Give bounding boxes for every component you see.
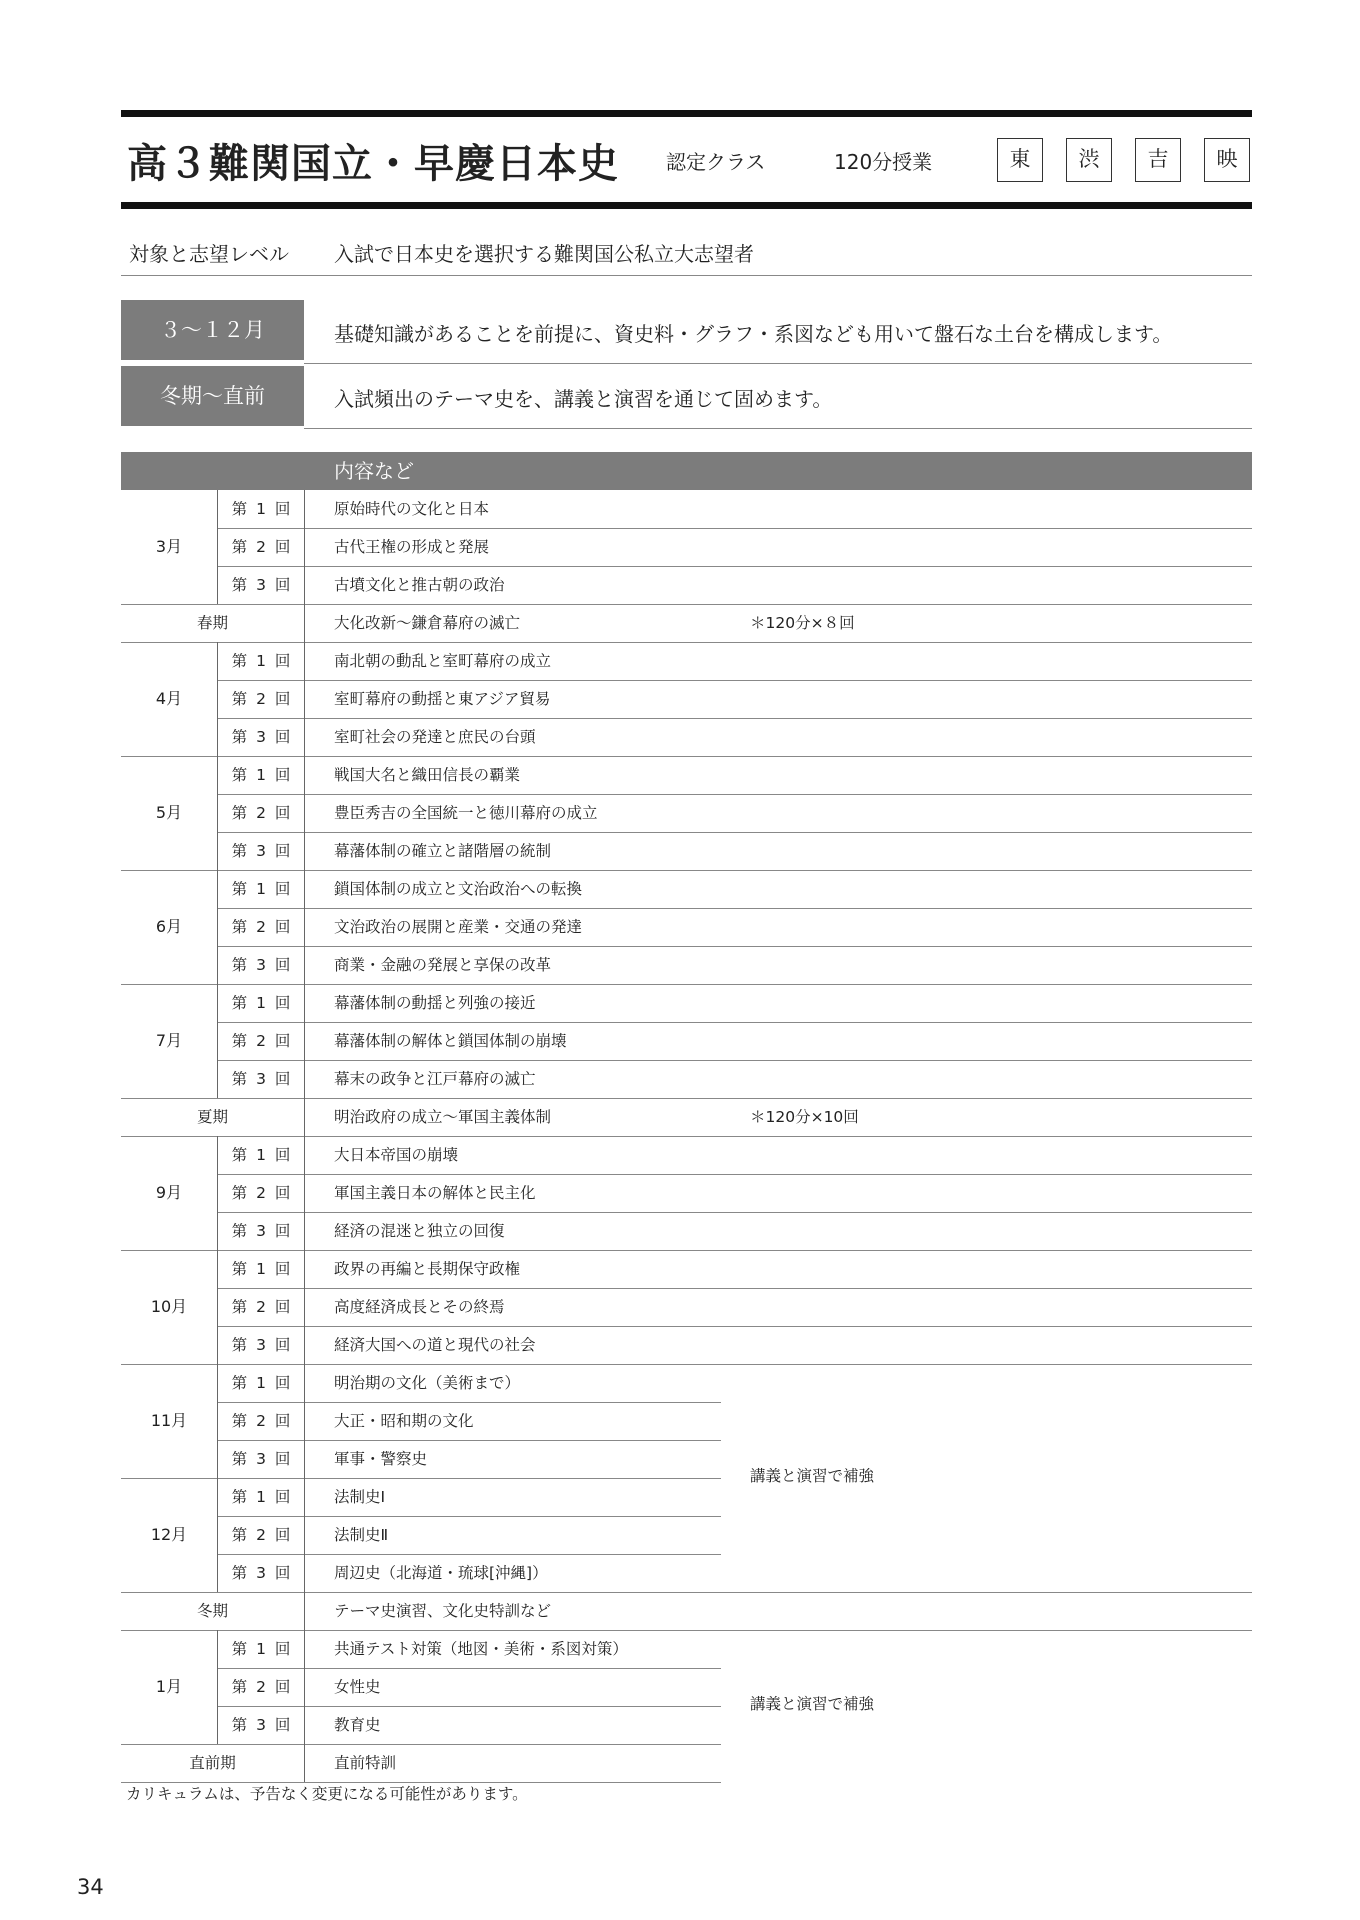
topic-title: 経済の混迷と独立の回復 [334,1222,505,1240]
lecture-number: 第 2 回 [231,538,293,556]
lecture-number: 第 3 回 [231,1716,293,1734]
topic-title: テーマ史演習、文化史特訓など [334,1602,552,1620]
month-label: 1月 [155,1677,183,1696]
table-rule [217,490,218,604]
campus-badge: 東 [997,138,1043,182]
topic-title: 古代王権の形成と発展 [334,538,490,556]
lecture-number: 第 3 回 [231,1070,293,1088]
topic-title: 明治政府の成立～軍国主義体制 [334,1108,552,1126]
table-rule [217,870,218,984]
table-rule [304,1478,305,1592]
page [121,0,1252,1920]
month-label: 6月 [155,917,183,936]
lecture-number: 第 2 回 [231,1412,293,1430]
lecture-number: 第 1 回 [231,1640,293,1658]
table-rule [217,756,218,870]
lecture-number: 第 1 回 [231,766,293,784]
table-rule [304,1364,305,1478]
period-description: 入試頻出のテーマ史を、講義と演習を通じて固めます。 [334,387,833,411]
page-title: 高３難関国立・早慶日本史 [127,141,619,187]
campus-badge: 渋 [1066,138,1112,182]
lecture-number: 第 1 回 [231,1260,293,1278]
topic-title: 法制史Ⅱ [334,1526,389,1544]
month-label: 11月 [150,1411,188,1430]
topic-title: 幕末の政争と江戸幕府の滅亡 [334,1070,536,1088]
period-label: ３～１２月 [121,300,304,360]
table-rule [217,984,218,1098]
season-label: 冬期 [196,1602,228,1620]
header-top-rule [121,110,1252,117]
lecture-number: 第 2 回 [231,804,293,822]
period-description: 基礎知識があることを前提に、資史料・グラフ・系図なども用いて盤石な土台を構成します。 [334,322,1173,346]
topic-title: 直前特訓 [334,1754,397,1772]
session-note: ＊120分×10回 [750,1108,859,1126]
table-rule [304,1630,305,1744]
lecture-number: 第 3 回 [231,576,293,594]
table-rule [304,1592,305,1630]
month-label: 3月 [155,537,183,556]
table-rule [217,1364,218,1478]
lecture-number: 第 3 回 [231,1564,293,1582]
lecture-number: 第 3 回 [231,1222,293,1240]
campus-badge: 映 [1204,138,1250,182]
lecture-number: 第 2 回 [231,1678,293,1696]
month-label: 9月 [155,1183,183,1202]
campus-badge: 吉 [1135,138,1181,182]
lecture-number: 第 1 回 [231,1146,293,1164]
topic-title: 教育史 [334,1716,381,1734]
table-header-label: 内容など [334,459,414,483]
lecture-number: 第 2 回 [231,1526,293,1544]
topic-title: 商業・金融の発展と享保の改革 [334,956,552,974]
topic-title: 軍事・警察史 [334,1450,428,1468]
month-label: 12月 [150,1525,188,1544]
table-rule [304,870,305,984]
lecture-number: 第 3 回 [231,728,293,746]
period-label: 冬期～直前 [121,366,304,426]
divider [304,363,1252,364]
topic-title: 明治期の文化（美術まで） [334,1374,521,1392]
topic-title: 古墳文化と推古朝の政治 [334,576,505,594]
topic-title: 大日本帝国の崩壊 [334,1146,459,1164]
topic-title: 幕藩体制の確立と諸階層の統制 [334,842,552,860]
topic-title: 高度経済成長とその終焉 [334,1298,505,1316]
divider [121,275,1252,276]
topic-title: 鎖国体制の成立と文治政治への転換 [334,880,583,898]
lecture-number: 第 1 回 [231,500,293,518]
table-rule [304,756,305,870]
table-rule [217,1250,218,1364]
lecture-number: 第 3 回 [231,842,293,860]
lecture-number: 第 2 回 [231,1184,293,1202]
topic-title: 周辺史（北海道・琉球[沖縄]） [334,1564,548,1582]
table-rule [304,604,305,642]
supplement-note: 講義と演習で補強 [750,1467,875,1485]
table-rule [304,642,305,756]
topic-title: 法制史Ⅰ [334,1488,386,1506]
lecture-number: 第 3 回 [231,1450,293,1468]
table-rule [217,1478,218,1592]
table-rule [217,1136,218,1250]
table-rule [217,1630,218,1744]
footnote: カリキュラムは、予告なく変更になる可能性があります。 [126,1785,528,1803]
topic-title: 文治政治の展開と産業・交通の発達 [334,918,583,936]
lecture-number: 第 3 回 [231,956,293,974]
class-duration: 120分授業 [834,150,933,174]
topic-title: 南北朝の動乱と室町幕府の成立 [334,652,552,670]
lecture-number: 第 2 回 [231,690,293,708]
table-rule [121,1478,721,1479]
topic-title: 室町幕府の動揺と東アジア貿易 [334,690,551,708]
table-header [121,452,1252,490]
lecture-number: 第 3 回 [231,1336,293,1354]
topic-title: 政界の再編と長期保守政権 [334,1260,521,1278]
lecture-number: 第 1 回 [231,994,293,1012]
month-label: 5月 [155,803,183,822]
lecture-number: 第 2 回 [231,918,293,936]
table-rule [304,984,305,1098]
divider [304,428,1252,429]
topic-title: 戦国大名と織田信長の覇業 [334,766,521,784]
topic-title: 軍国主義日本の解体と民主化 [334,1184,536,1202]
target-label: 対象と志望レベル [129,242,289,266]
topic-title: 原始時代の文化と日本 [334,500,490,518]
month-label: 10月 [150,1297,188,1316]
topic-title: 豊臣秀吉の全国統一と徳川幕府の成立 [334,804,598,822]
table-rule [304,1250,305,1364]
lecture-number: 第 1 回 [231,880,293,898]
page-number: 34 [77,1875,104,1899]
session-note: ＊120分×８回 [750,614,855,632]
season-label: 夏期 [196,1108,228,1126]
table-rule [304,1136,305,1250]
topic-title: 女性史 [334,1678,381,1696]
lecture-number: 第 2 回 [231,1032,293,1050]
lecture-number: 第 1 回 [231,1374,293,1392]
table-rule [217,642,218,756]
month-label: 7月 [155,1031,183,1050]
table-rule [304,1744,305,1782]
season-label: 直前期 [189,1754,236,1772]
topic-title: 室町社会の発達と庶民の台頭 [334,728,536,746]
class-type: 認定クラス [666,150,766,174]
topic-title: 共通テスト対策（地図・美術・系図対策） [334,1640,628,1658]
topic-title: 経済大国への道と現代の社会 [334,1336,536,1354]
topic-title: 大正・昭和期の文化 [334,1412,474,1430]
month-label: 4月 [155,689,183,708]
season-label: 春期 [196,614,228,632]
topic-title: 大化改新～鎌倉幕府の滅亡 [334,614,521,632]
supplement-note: 講義と演習で補強 [750,1695,875,1713]
target-value: 入試で日本史を選択する難関国公私立大志望者 [334,242,754,266]
table-rule [304,1098,305,1136]
header-bottom-rule [121,202,1252,209]
lecture-number: 第 1 回 [231,1488,293,1506]
topic-title: 幕藩体制の解体と鎖国体制の崩壊 [334,1032,567,1050]
lecture-number: 第 1 回 [231,652,293,670]
table-rule [304,490,305,604]
lecture-number: 第 2 回 [231,1298,293,1316]
topic-title: 幕藩体制の動揺と列強の接近 [334,994,536,1012]
